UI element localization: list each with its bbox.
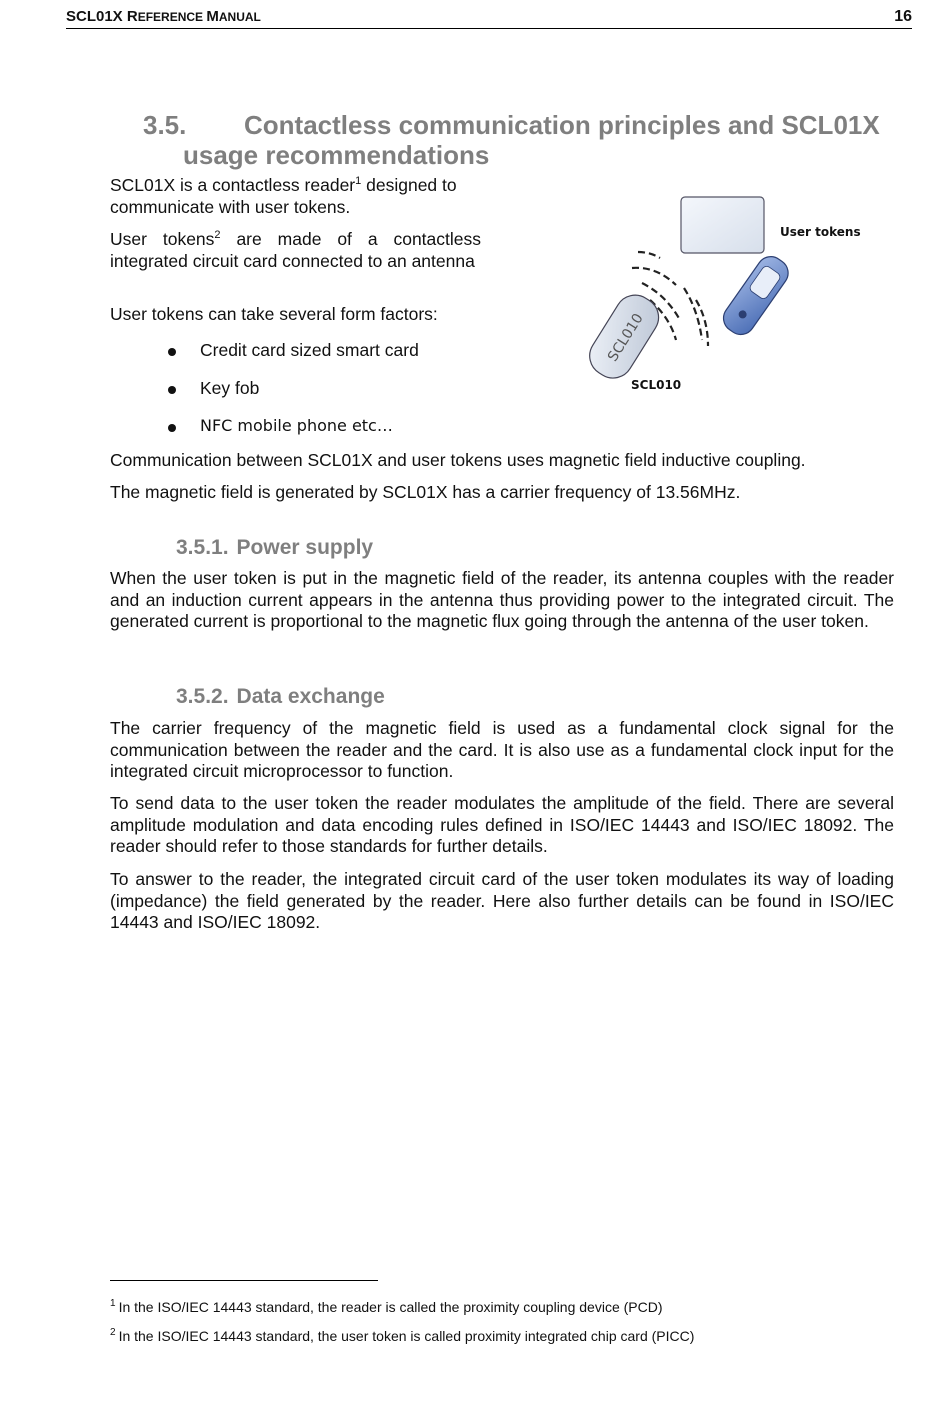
scl010-label: SCL010 xyxy=(631,378,682,392)
figure-illustration xyxy=(580,190,880,400)
key-fob-icon xyxy=(718,251,794,340)
footnote-2: $^2$ In the ISO/IEC 14443 standard, the user token is called proximity integrated chip card (PICC) xyxy=(110,1327,695,1344)
section-heading xyxy=(143,110,903,170)
device-body-text: SCL010 xyxy=(604,310,647,365)
data-exchange-paragraph-3: To answer to the reader, the integrated circuit card of the user token modulates its way of loading (impedance) the field generated by the reader. Here also further details can be found in ISO/IEC 14443 and ISO/IEC 18092. xyxy=(110,869,894,932)
intro-paragraph-3: User tokens can take several form factors: xyxy=(110,304,438,324)
list-item: NFC mobile phone etc… xyxy=(165,416,419,454)
section-title-line1: Contactless communication principles and SCL01X xyxy=(244,110,880,140)
form-factor-list xyxy=(165,340,419,454)
coupling-paragraph: Communication between SCL01X and user tokens uses magnetic field inductive coupling. xyxy=(110,450,806,470)
contactless-figure xyxy=(580,190,880,400)
page-number: 16 xyxy=(894,8,912,25)
intro-paragraph-1: SCL01X is a contactless reader$^1$ designed to communicate with user tokens. xyxy=(110,175,457,217)
bullet-icon xyxy=(168,386,176,394)
footnote-divider xyxy=(110,1280,378,1281)
list-item: Credit card sized smart card xyxy=(165,340,419,378)
page-header xyxy=(66,6,912,29)
intro-paragraph-2: User tokens$^2$ are made of a contactless integrated circuit card connected to an antenna xyxy=(110,229,482,271)
section-number: 3.5. xyxy=(143,110,187,140)
list-item: Key fob xyxy=(165,378,419,416)
manual-title: SCL01X REFERENCE MANUAL xyxy=(66,8,261,25)
frequency-paragraph: The magnetic field is generated by SCL01X has a carrier frequency of 13.56MHz. xyxy=(110,482,741,502)
power-supply-paragraph: When the user token is put in the magnetic field of the reader, its antenna couples with the reader and an induction current appears in the antenna thus providing power to the integrated circuit. The generated current is proportional to the magnetic flux going through the antenna of the user token. xyxy=(110,568,894,631)
footnote-1: $^1$ In the ISO/IEC 14443 standard, the reader is called the proximity coupling device (PCD) xyxy=(110,1298,663,1315)
footnote-ref-2[interactable]: 2 xyxy=(214,229,221,241)
data-exchange-paragraph-1: The carrier frequency of the magnetic field is used as a fundamental clock signal for the communication between the reader and the card. It is also use as a fundamental clock input for the integrated circuit microprocessor to function. xyxy=(110,718,894,781)
footnote-ref-1[interactable]: 1 xyxy=(355,175,362,187)
section-title-line2: usage recommendations xyxy=(183,140,490,170)
user-tokens-label: User tokens xyxy=(780,225,861,239)
bullet-icon xyxy=(168,348,176,356)
subsection-heading-data-exchange: 3.5.2. Data exchange xyxy=(176,685,385,708)
data-exchange-paragraph-2: To send data to the user token the reader modulates the amplitude of the field. There are several amplitude modulation and data encoding rules defined in ISO/IEC 14443 and ISO/IEC 18092. The reader should refer to those standards for further details. xyxy=(110,793,894,856)
subsection-heading-power-supply: 3.5.1. Power supply xyxy=(176,536,374,559)
smart-card-icon xyxy=(681,197,764,253)
bullet-icon xyxy=(168,424,176,432)
